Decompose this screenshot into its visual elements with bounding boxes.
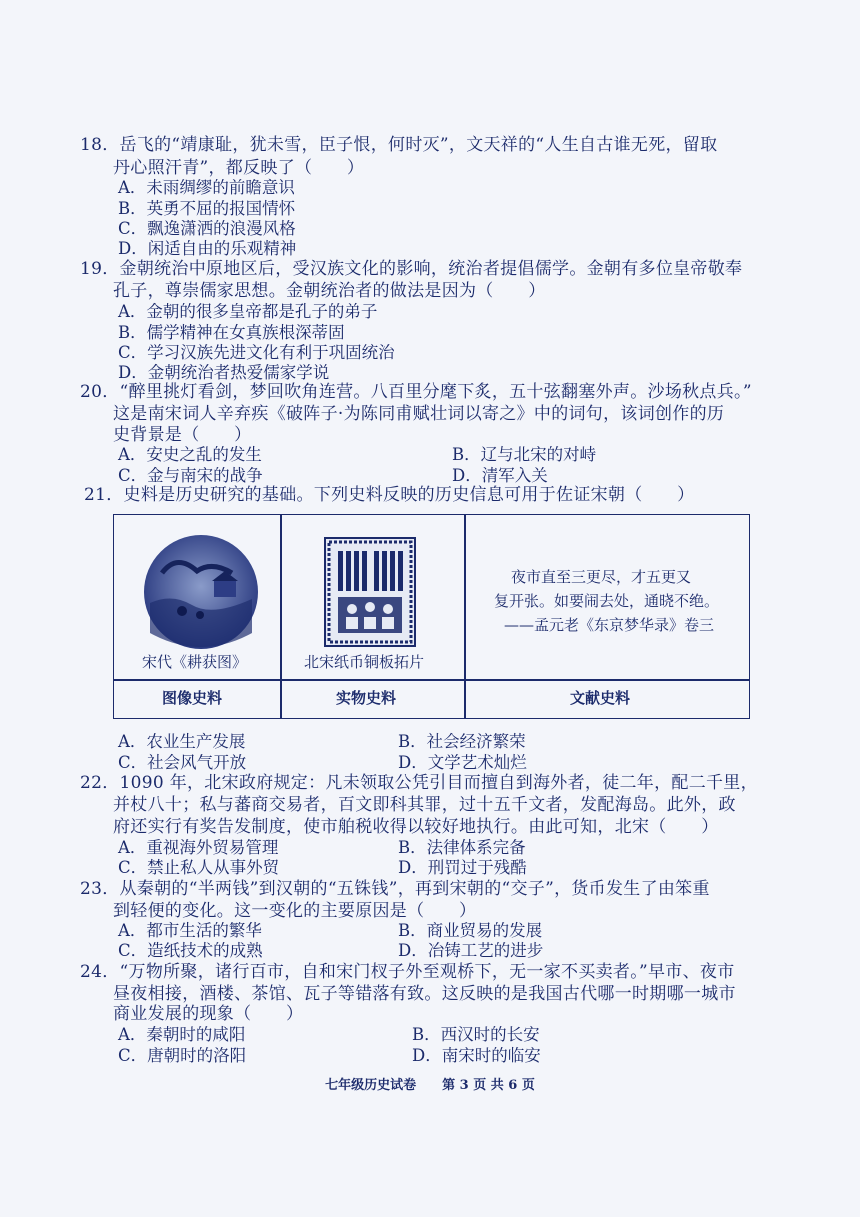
page-footer: 七年级历史试卷 第 3 页 共 6 页	[325, 1078, 535, 1093]
footer-object-source: 实物史料	[336, 689, 397, 707]
image-caption: 宋代《耕获图》	[142, 653, 248, 671]
option-c: C．飘逸潇洒的浪漫风格	[118, 219, 296, 238]
option-d: D．闲适自由的乐观精神	[118, 239, 297, 258]
option-b: B．儒学精神在女真族根深蒂固	[118, 323, 345, 342]
option-d: D．清军入关	[452, 466, 548, 485]
object-caption: 北宋纸币铜板拓片	[304, 653, 425, 671]
option-b: B．社会经济繁荣	[398, 732, 526, 751]
option-a: A．金朝的很多皇帝都是孔子的弟子	[118, 302, 378, 321]
option-d: D．南宋时的临安	[412, 1046, 541, 1065]
question-text: 史背景是（ ）	[113, 425, 252, 445]
footer-image-source: 图像史料	[162, 689, 223, 707]
quote-line: 复开张。如要闹去处，通晓不绝。	[494, 592, 720, 610]
question-text: 丹心照汗青”，都反映了（ ）	[113, 158, 365, 178]
option-b: B．法律体系完备	[398, 838, 526, 857]
footer-document-source: 文献史料	[570, 689, 631, 707]
source-table	[113, 514, 750, 719]
farming-painting-image	[142, 533, 260, 651]
option-b: B．辽与北宋的对峙	[452, 445, 597, 464]
option-a: A．农业生产发展	[118, 732, 246, 751]
option-d: D．冶铸工艺的进步	[398, 941, 544, 960]
option-c: C．社会风气开放	[118, 753, 247, 772]
question-text: 并杖八十；私与蕃商交易者，百文即科其罪，过十五千文者，发配海岛。此外，政	[113, 795, 736, 815]
option-a: A．安史之乱的发生	[118, 445, 262, 464]
quote-line: 夜市直至三更尽，才五更又	[511, 568, 692, 586]
question-text: 商业发展的现象（ ）	[113, 1004, 304, 1024]
option-b: B．英勇不屈的报国情怀	[118, 199, 296, 218]
question-text: 20．“醉里挑灯看剑，梦回吹角连营。八百里分麾下炙，五十弦翻塞外声。沙场秋点兵。”	[80, 382, 752, 402]
option-b: B．西汉时的长安	[412, 1025, 540, 1044]
question-text: 这是南宋词人辛弃疾《破阵子·为陈同甫赋壮词以寄之》中的词句，该词创作的历	[113, 404, 725, 424]
question-text: 到轻便的变化。这一变化的主要原因是（ ）	[113, 901, 477, 921]
option-a: A．重视海外贸易管理	[118, 838, 279, 857]
question-text: 府还实行有奖告发制度，使市舶税收得以较好地执行。由此可知，北宋（ ）	[113, 817, 719, 837]
option-a: A．秦朝时的咸阳	[118, 1025, 246, 1044]
question-text: 孔子，尊崇儒家思想。金朝统治者的做法是因为（ ）	[113, 281, 546, 301]
option-b: B．商业贸易的发展	[398, 921, 543, 940]
banknote-plate-rubbing	[324, 537, 416, 647]
question-text: 24．“万物所聚，诸行百市，自和宋门杈子外至观桥下，无一家不买卖者。”早市、夜市	[80, 962, 735, 982]
option-c: C．学习汉族先进文化有利于巩固统治	[118, 343, 395, 362]
option-c: C．造纸技术的成熟	[118, 941, 263, 960]
option-d: D．金朝统治者热爱儒家学说	[118, 363, 330, 382]
question-text: 21．史料是历史研究的基础。下列史料反映的历史信息可用于佐证宋朝（ ）	[84, 485, 695, 505]
option-a: A．都市生活的繁华	[118, 921, 262, 940]
option-c: C．唐朝时的洛阳	[118, 1046, 247, 1065]
option-d: D．文学艺术灿烂	[398, 753, 527, 772]
question-text: 19．金朝统治中原地区后，受汉族文化的影响，统治者提倡儒学。金朝有多位皇帝敬奉	[80, 259, 743, 279]
option-c: C．禁止私人从事外贸	[118, 858, 280, 877]
option-c: C．金与南宋的战争	[118, 466, 263, 485]
question-text: 23．从秦朝的“半两钱”到汉朝的“五铢钱”，再到宋朝的“交子”，货币发生了由笨重	[80, 879, 710, 899]
option-d: D．刑罚过于残酷	[398, 858, 527, 877]
quote-attribution: ——孟元老《东京梦华录》卷三	[504, 616, 715, 634]
question-text: 22．1090 年，北宋政府规定：凡未领取公凭引目而擅自到海外者，徒二年，配二千里，	[80, 773, 758, 793]
question-text: 18．岳飞的“靖康耻，犹未雪，臣子恨，何时灭”，文天祥的“人生自古谁无死，留取	[80, 135, 718, 155]
question-text: 昼夜相接，酒楼、茶馆、瓦子等错落有致。这反映的是我国古代哪一时期哪一城市	[113, 984, 736, 1004]
option-a: A．未雨绸缪的前瞻意识	[118, 178, 295, 197]
